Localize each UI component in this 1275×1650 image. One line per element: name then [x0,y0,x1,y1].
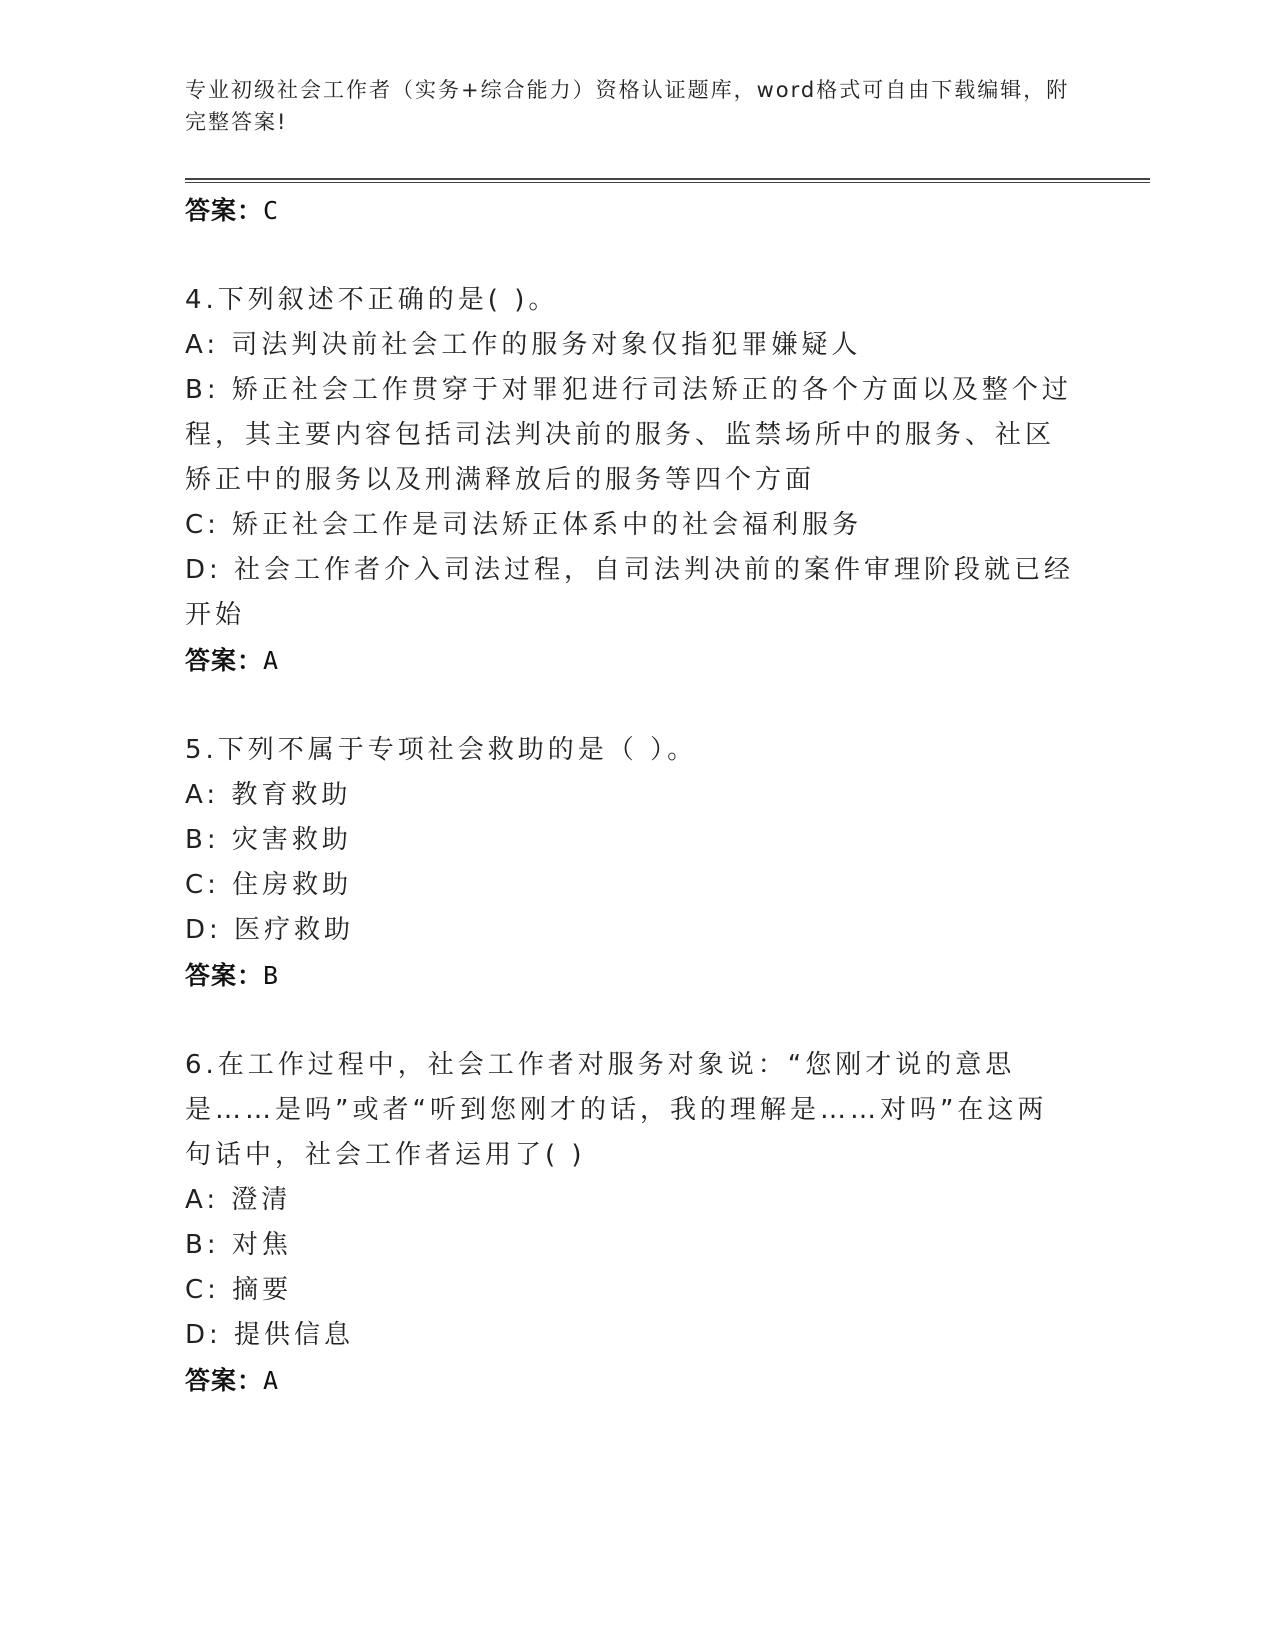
question-stem: 5.下列不属于专项社会救助的是（ ）。 [185,735,698,765]
question-answer [185,1358,1075,1404]
option-c: C: 住房救助 [185,870,353,900]
option-c: C: 矫正社会工作是司法矫正体系中的社会福利服务 [185,510,863,540]
answer-label: 答案： [185,961,264,990]
answer-value: C [263,196,280,225]
question-stem: 6.在工作过程中，社会工作者对服务对象说：“您刚才说的意思是……是吗”或者“听到您刚才的话，我的理解是……对吗”在这两句话中，社会工作者运用了( ) [185,1050,1048,1170]
header-divider [185,178,1150,183]
previous-answer [185,188,1075,234]
question-6 [185,1043,1075,1404]
option-c: C: 摘要 [185,1275,293,1305]
option-d: D: 社会工作者介入司法过程，自司法判决前的案件审理阶段就已经开始 [185,555,1075,630]
question-5 [185,728,1075,999]
answer-value: A [263,646,280,675]
question-answer [185,638,1075,684]
question-list [185,188,1075,1404]
page-header: 专业初级社会工作者（实务+综合能力）资格认证题库，word格式可自由下载编辑，附完整答案! [185,78,1070,134]
option-b: B: 对焦 [185,1230,292,1260]
answer-value: B [263,961,280,990]
option-a: A: 司法判决前社会工作的服务对象仅指犯罪嫌疑人 [185,330,862,360]
question-stem: 4.下列叙述不正确的是( )。 [185,285,559,315]
option-d: D: 医疗救助 [185,915,355,945]
answer-value: A [263,1366,280,1395]
option-a: A: 教育救助 [185,780,352,810]
option-a: A: 澄清 [185,1185,292,1215]
option-d: D: 提供信息 [185,1320,355,1350]
question-4 [185,278,1075,684]
question-answer [185,953,1075,999]
answer-label: 答案： [185,1366,264,1395]
answer-label: 答案： [185,646,264,675]
answer-label: 答案： [185,196,264,225]
option-b: B: 灾害救助 [185,825,352,855]
option-b: B: 矫正社会工作贯穿于对罪犯进行司法矫正的各个方面以及整个过程，其主要内容包括司法判决前的服务、监禁场所中的服务、社区矫正中的服务以及刑满释放后的服务等四个方面 [185,375,1072,495]
